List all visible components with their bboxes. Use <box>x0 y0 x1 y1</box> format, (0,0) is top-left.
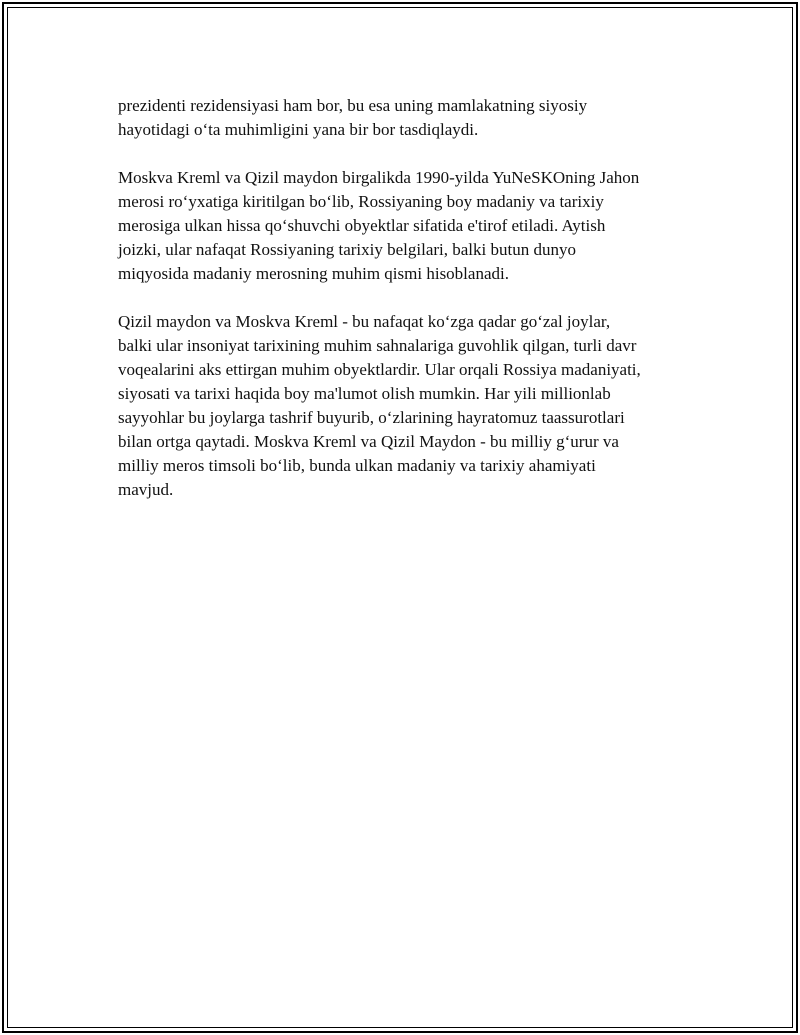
text-line: prezidenti rezidensiyasi ham bor, bu esa uning mamlakatning siyosiy <box>118 96 588 115</box>
text-line: hayotidagi o‘ta muhimligini yana bir bor tasdiqlaydi. <box>118 120 479 139</box>
text-line: Qizil maydon va Moskva Kreml - bu nafaqat ko‘zga qadar go‘zal joylar, <box>118 312 611 331</box>
text-line: mavjud. <box>118 480 174 499</box>
text-line: sayyohlar bu joylarga tashrif buyurib, o‘zlarining hayratomuz taassurotlari <box>118 408 625 427</box>
document-body <box>118 94 698 526</box>
paragraph-3 <box>118 310 698 502</box>
paragraph-1 <box>118 94 698 142</box>
text-line: milliy meros timsoli bo‘lib, bunda ulkan madaniy va tarixiy ahamiyati <box>118 456 596 475</box>
paragraph-2 <box>118 166 698 286</box>
text-line: merosiga ulkan hissa qo‘shuvchi obyektlar sifatida e'tirof etiladi. Aytish <box>118 216 606 235</box>
text-line: merosi ro‘yxatiga kiritilgan bo‘lib, Rossiyaning boy madaniy va tarixiy <box>118 192 604 211</box>
text-line: siyosati va tarixi haqida boy ma'lumot olish mumkin. Har yili millionlab <box>118 384 611 403</box>
text-line: joizki, ular nafaqat Rossiyaning tarixiy belgilari, balki butun dunyo <box>118 240 576 259</box>
text-line: miqyosida madaniy merosning muhim qismi hisoblanadi. <box>118 264 509 283</box>
text-line: voqealarini aks ettirgan muhim obyektlardir. Ular orqali Rossiya madaniyati, <box>118 360 641 379</box>
text-line: bilan ortga qaytadi. Moskva Kreml va Qizil Maydon - bu milliy g‘urur va <box>118 432 619 451</box>
text-line: balki ular insoniyat tarixining muhim sahnalariga guvohlik qilgan, turli davr <box>118 336 637 355</box>
text-line: Moskva Kreml va Qizil maydon birgalikda 1990-yilda YuNeSKOning Jahon <box>118 168 640 187</box>
